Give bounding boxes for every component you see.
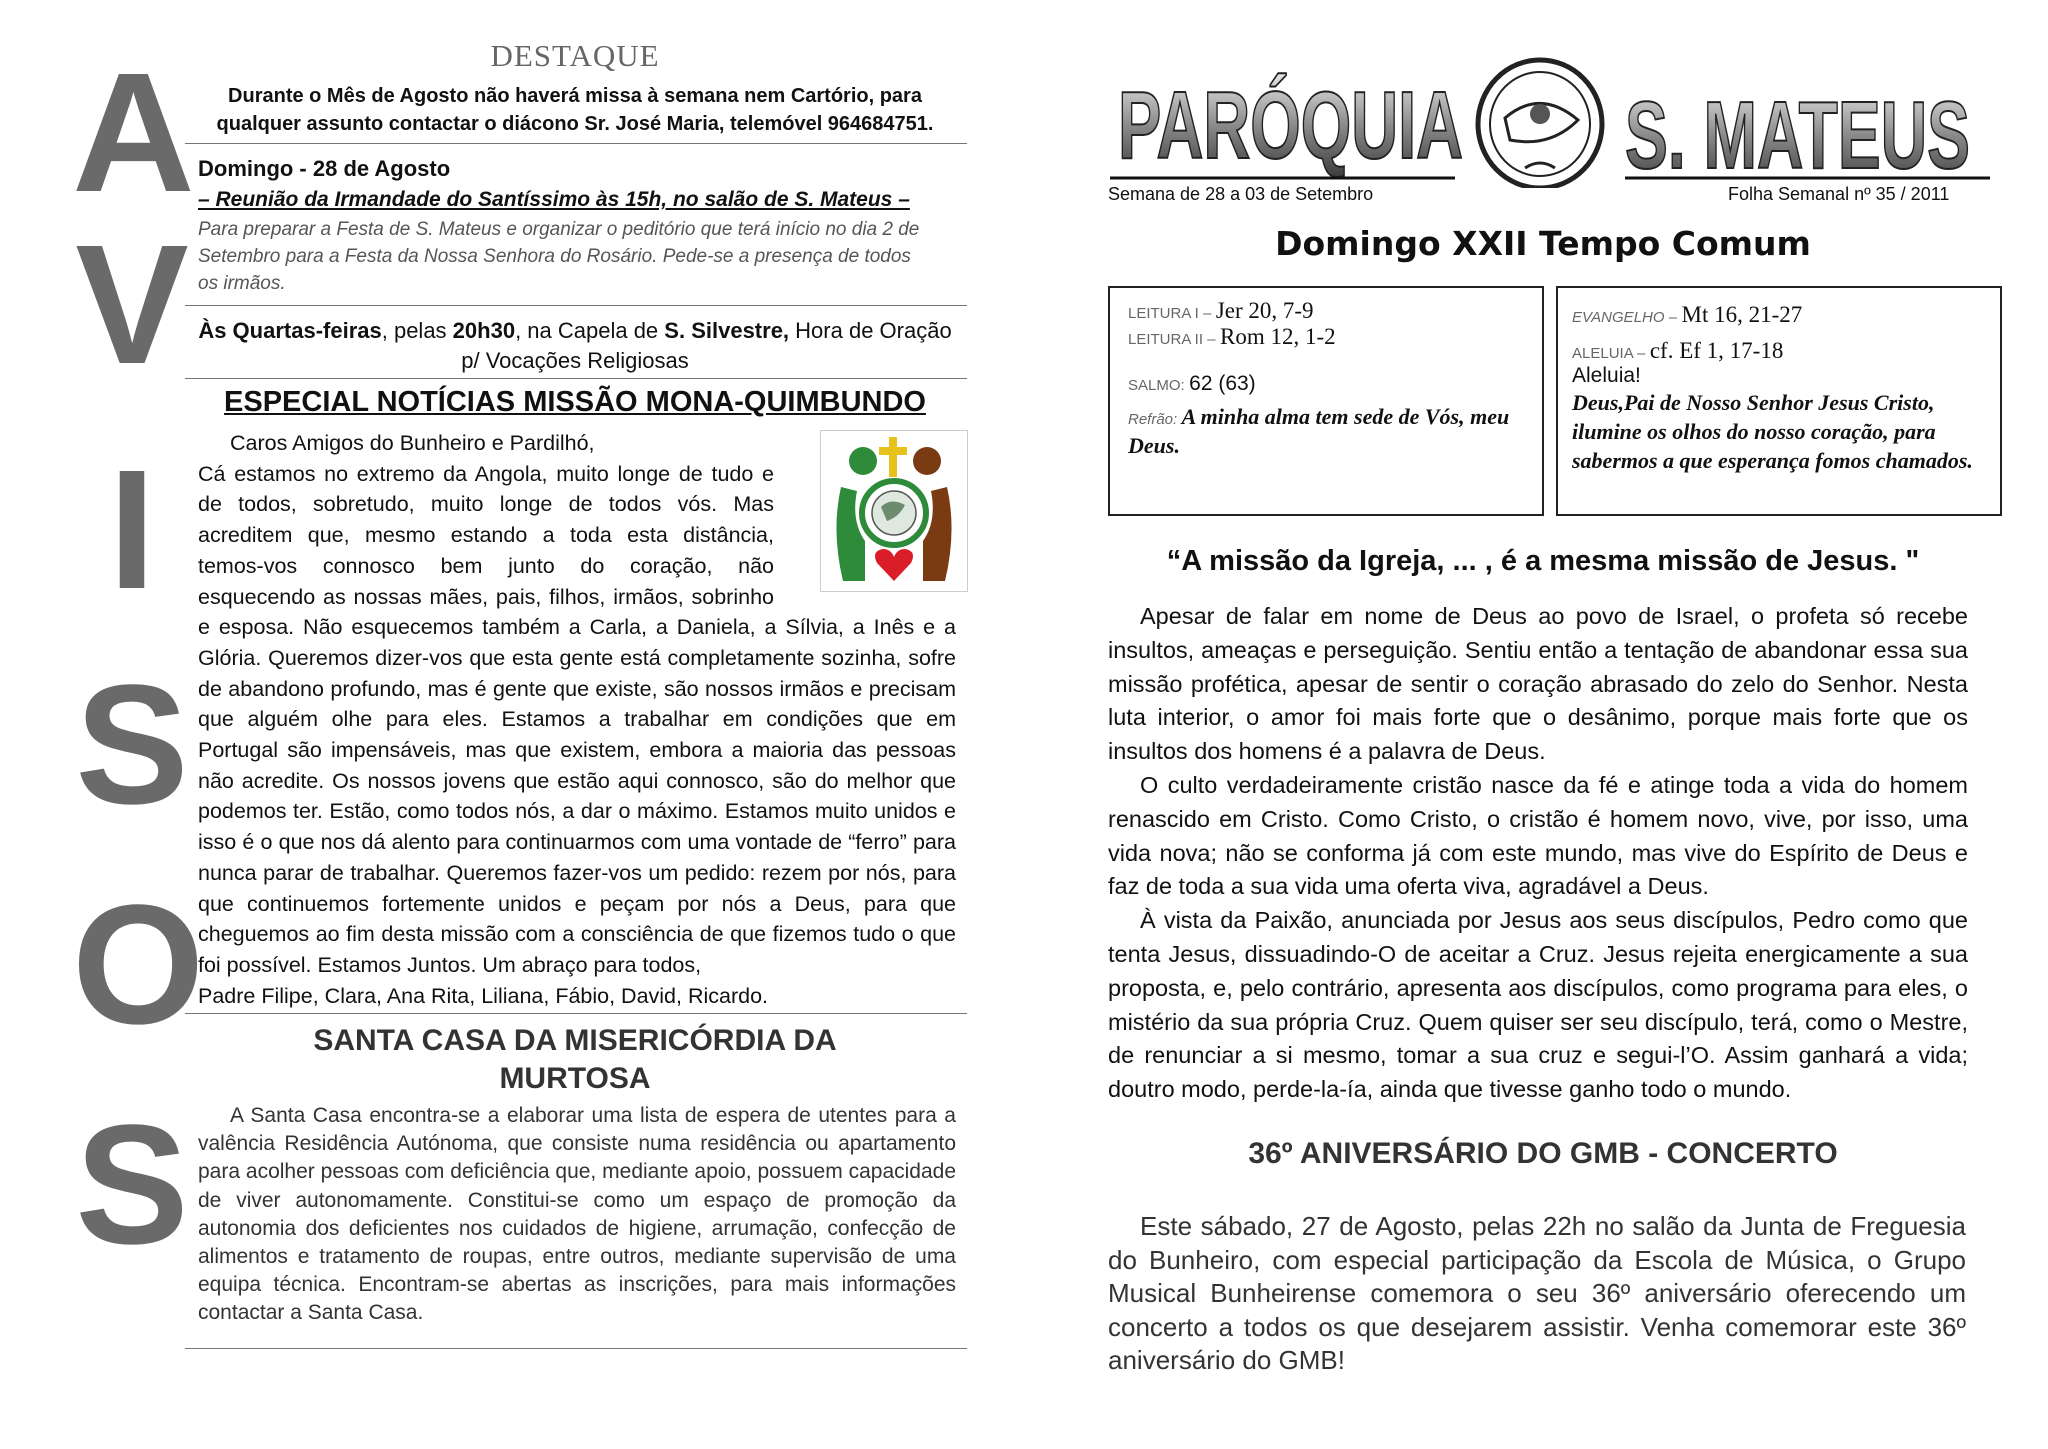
quartas-place: S. Silvestre, (664, 318, 790, 343)
avisos-letter: S (75, 1090, 189, 1280)
avisos-letter: O (72, 870, 205, 1060)
parish-masthead (1110, 48, 2000, 188)
evangelho-ref: Mt 16, 21-27 (1681, 302, 1803, 327)
reading-ref: Rom 12, 1-2 (1220, 324, 1336, 349)
especial-text (198, 459, 956, 981)
parish-emblem-icon (1478, 60, 1602, 188)
divider (185, 378, 967, 379)
aleluia-label: ALELUIA – (1572, 345, 1646, 362)
quartas-text: , na Capela de (515, 318, 665, 343)
salmo-label: SALMO: (1128, 377, 1185, 394)
reflection-paragraph: Apesar de falar em nome de Deus ao povo de Israel, o profeta só recebe insultos, ameaças e perseguição. Sentiu então a tentação de abandonar essa sua missão profética, apesar de sentir o coração abrasado do zelo do Senhor. Nesta luta interior, o amor foi mais forte que o desânimo, porque mais forte que os insultos dos homens é a palavra de Deus. (1108, 603, 1968, 765)
quartas-text: Hora de Oração p/ Vocações Religiosas (461, 318, 952, 373)
avisos-letter: A (72, 38, 195, 228)
especial-title: ESPECIAL NOTÍCIAS MISSÃO MONA-QUIMBUNDO (224, 386, 926, 418)
santa-casa-body: A Santa Casa encontra-se a elaborar uma lista de espera de utentes para a valência Residência Autónoma, que consiste numa residência ou apartamento para acolher pessoas com deficiência que, mediante apoio, possuem capacidade de viver autonomamente. Constitui-se como um espaço de promoção da autonomia dos deficientes nos cuidados de higiene, arrumação, confecção de alimentos e tratamento de roupas, entre outros, mediante supervisão de uma equipa técnica. Encontram-se abertas as inscrições, para mais informações contactar a Santa Casa. (198, 1104, 956, 1325)
aleluia-ref: cf. Ef 1, 17-18 (1649, 338, 1784, 363)
especial-greeting: Caros Amigos do Bunheiro e Pardilhó, (230, 431, 595, 455)
divider (185, 143, 967, 144)
reading-label: LEITURA I – (1128, 305, 1212, 322)
especial-paragraph: Cá estamos no extremo da Angola, muito longe de tudo e de todos, sobretudo, muito longe de todos vós. Mas acreditem que, mesmo estando a toda esta distância, temos-vos connosco bem junto do coração, não esquecendo as nossas mães, pais, filhos, irmãos, sobrinho e esposa. Não esquecemos também a Carla, a Daniela, a Sílvia, a Inês e a Glória. Queremos dizer-vos que esta gente está completamente sozinha, sofre de abandono profundo, mas é gente que existe, são nossos irmãos e precisam que alguém olhe para eles. Estamos a trabalhar em condições que em Portugal são impensáveis, mas que existem, embora a maioria das pessoas não acredite. Os nossos jovens que estão aqui connosco, são do melhor que podemos ter. Estão, como todos nós, a dar o máximo. Estamos muito unidos e isso é o que nos dá alento para continuarmos com uma vontade de “ferro” para nunca parar de trabalhar. Queremos fazer-vos um pedido: rezem por nós, para que continuemos fortemente unidos e peçam por nós a Deus, para que cheguemos ao fim desta missão com a consciência de que fizemos tudo o que foi possível. Estamos Juntos. Um abraço para todos, (198, 461, 956, 977)
quartas-notice (190, 316, 960, 376)
refrao-label: Refrão: (1128, 411, 1178, 428)
avisos-letter: S (75, 650, 189, 840)
reading-label: LEITURA II – (1128, 331, 1216, 348)
santa-casa-title (190, 1022, 960, 1098)
domingo-aviso-subtitle: – Reunião da Irmandade do Santíssimo às 15h, no salão de S. Mateus – (198, 188, 910, 211)
readings-box (1108, 286, 1544, 516)
sunday-title: Domingo XXII Tempo Comum (1275, 224, 1811, 263)
destaque-title: DESTAQUE (490, 38, 660, 73)
masthead-right-word: S. MATEUS (1625, 82, 1970, 188)
divider (185, 1013, 967, 1014)
aleluia-text: Deus,Pai de Nosso Senhor Jesus Cristo, ilumine os olhos do nosso coração, para sabermos a que esperança fomos chamados. (1572, 390, 1973, 473)
masthead-art (1110, 48, 2000, 188)
especial-body (198, 428, 956, 1011)
santa-casa-title-line: SANTA CASA DA MISERICÓRDIA DA (313, 1024, 837, 1057)
aleluia-word: Aleluia! (1572, 364, 1641, 387)
masthead-left-word: PARÓQUIA (1118, 72, 1463, 179)
gmb-title: 36º ANIVERSÁRIO DO GMB - CONCERTO (1248, 1137, 1838, 1170)
domingo-aviso-title: Domingo - 28 de Agosto (198, 156, 451, 181)
gmb-body: Este sábado, 27 de Agosto, pelas 22h no salão da Junta de Freguesia do Bunheiro, com especial participação da Escola de Música, o Grupo Musical Bunheirense comemora o seu 36º aniversário oferecendo um concerto a todos os que desejarem assistir. Venha comemorar este 36º aniversário do GMB! (1108, 1211, 1966, 1375)
refrao-text: A minha alma tem sede de Vós, meu Deus. (1128, 404, 1510, 458)
logo-spacer (774, 459, 956, 611)
evangelho-label: EVANGELHO – (1572, 309, 1678, 326)
domingo-aviso-description: Para preparar a Festa de S. Mateus e organizar o peditório que terá início no dia 2 de Setembro para a Festa da Nossa Senhora do Rosário. Pede-se a presença de todos os irmãos. (198, 219, 920, 294)
especial-signature: Padre Filipe, Clara, Ana Rita, Liliana, Fábio, David, Ricardo. (198, 983, 769, 1008)
santa-casa-title-line: MURTOSA (499, 1062, 651, 1095)
divider (185, 1348, 967, 1349)
salmo-ref: 62 (63) (1189, 372, 1256, 395)
divider (185, 305, 967, 306)
quartas-day: Às Quartas-feiras (198, 318, 382, 343)
reflection-quote: “A missão da Igreja, ... , é a mesma missão de Jesus. " (1166, 545, 1920, 577)
destaque-text: Durante o Mês de Agosto não haverá missa à semana nem Cartório, para qualquer assunto contactar o diácono Sr. José Maria, telemóvel 964684751. (216, 85, 934, 135)
avisos-letter: I (108, 435, 156, 625)
reading-ref: Jer 20, 7-9 (1215, 298, 1314, 323)
reflection-paragraph: O culto verdadeiramente cristão nasce da fé e atinge toda a vida do homem renascido em Cristo. Como Cristo, o cristão é homem novo, vive, por isso, uma vida nova; não se conforma já com este mundo, mas vive do Espírito de Deus e faz de toda a sua vida uma oferta viva, agradável a Deus. (1108, 771, 1968, 900)
issue-number: Folha Semanal nº 35 / 2011 (1728, 184, 1950, 204)
reflection-paragraph: À vista da Paixão, anunciada por Jesus aos seus discípulos, Pedro como que tenta Jesus, dissuadindo-O de aceitar a Cruz. Jesus rejeita energicamente a sua proposta, e, pelo contrário, apresenta aos discípulos, como programa para eles, o mistério da sua própria Cruz. Quem quiser ser seu discípulo, terá, como o Mestre, de renunciar a si mesmo, tomar a sua cruz e segui-l’O. Assim ganhará a vida; doutro modo, perde-la-ía, ainda que tivesse ganho todo o mundo. (1108, 907, 1968, 1103)
week-range: Semana de 28 a 03 de Setembro (1108, 184, 1374, 204)
quartas-text: , pelas (381, 318, 453, 343)
reflection-body (1108, 600, 1968, 1107)
avisos-letter: V (75, 210, 189, 400)
gospel-box (1556, 286, 2002, 516)
quartas-time: 20h30 (452, 318, 516, 343)
